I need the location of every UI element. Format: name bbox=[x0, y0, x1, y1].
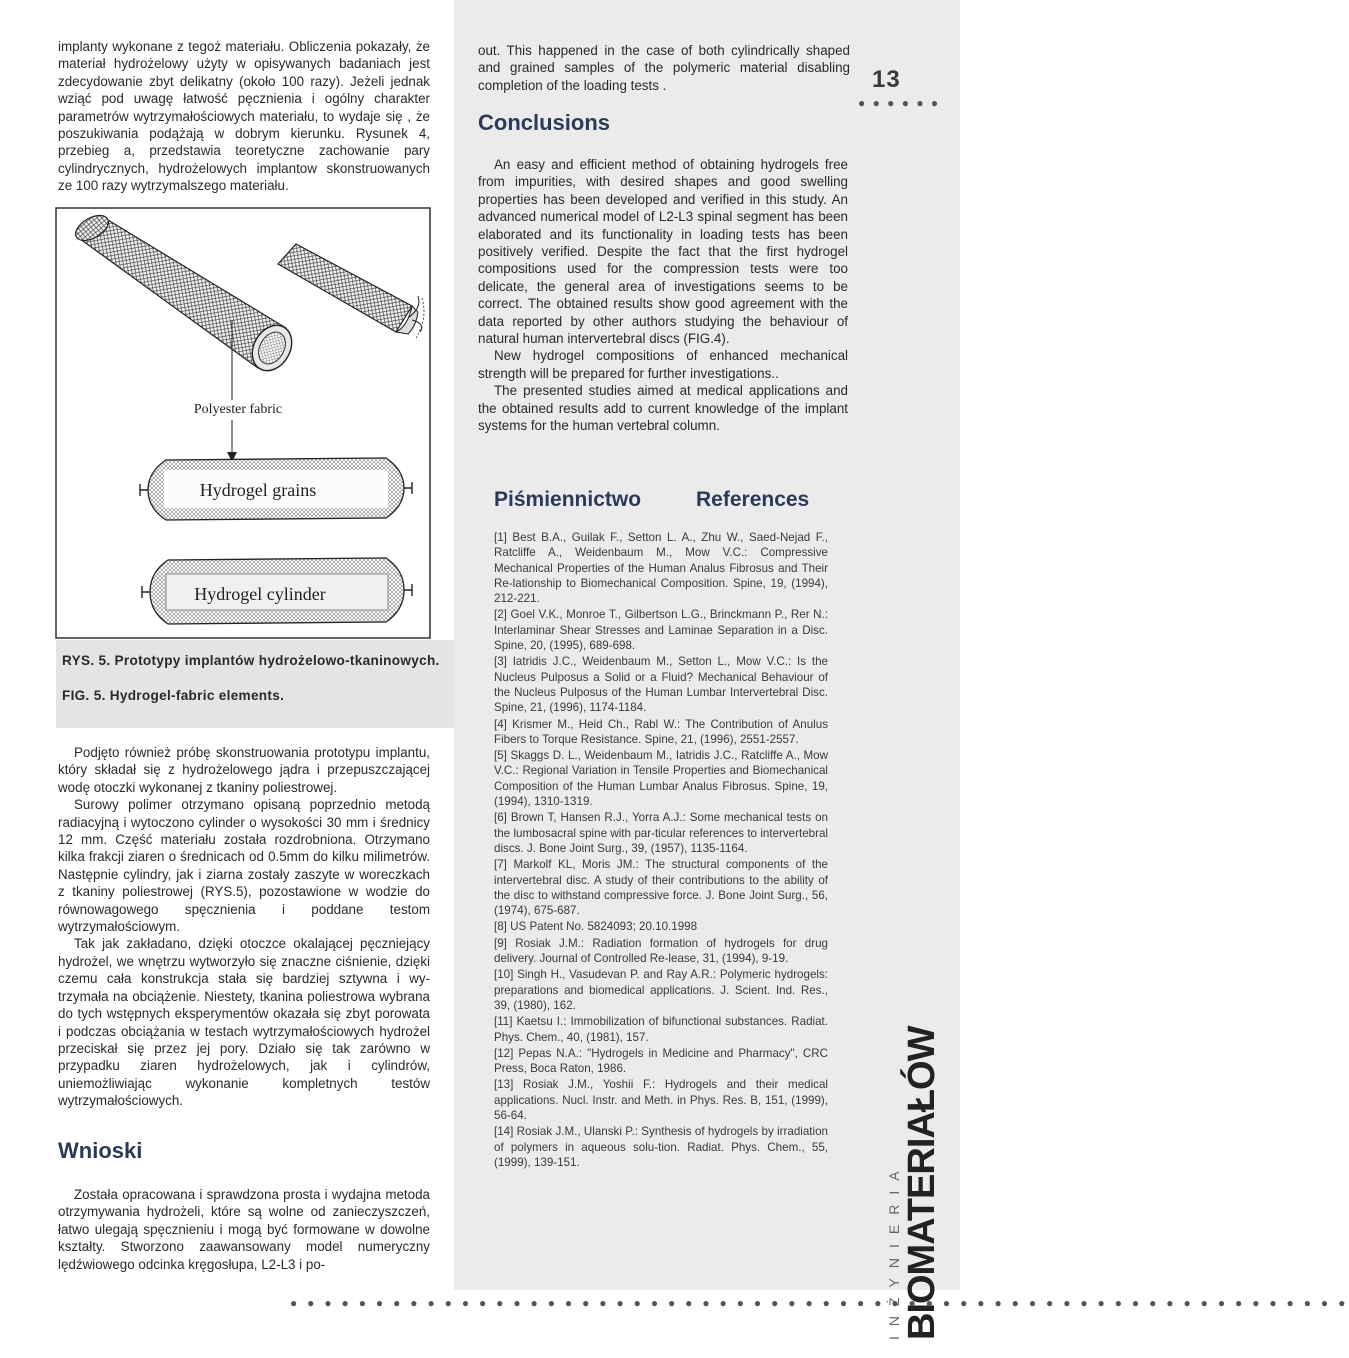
wnioski-heading: Wnioski bbox=[58, 1138, 143, 1163]
reference-item: [13] Rosiak J.M., Yoshii F.: Hydrogels and their medical applications. Nucl. Instr. and Meth. in Phys. Res. B, 151, (1999), 56-64. bbox=[494, 1078, 828, 1122]
caption-en: FIG. 5. Hydrogel-fabric elements. bbox=[62, 688, 285, 703]
left-middle-paragraphs bbox=[58, 744, 430, 1110]
paragraph-method: Surowy polimer otrzymano opisaną poprzednio metodą radiacyjną i wytoczono cylinder o wysokości 30 mm i średnicy 12 mm. Część materiału została rozdrobniona. Otrzymano kilka frakcji ziaren o średnicach od 0.5mm do kilku milimetrów. Następnie cylindry, jak i ziarna zostały zaszyte w woreczkach z tkaniny poliestrowej (RYS.5), pozostawione w wodzie do równowagowego spęcznienia i poddane testom wytrzymałościowym. bbox=[58, 797, 430, 935]
reference-item: [9] Rosiak J.M.: Radiation formation of hydrogels for drug delivery. Journal of Controlled Re-lease, 31, (1994), 9-19. bbox=[494, 936, 828, 966]
hydrogel-cylinder-pouch bbox=[142, 558, 412, 624]
conclusions-heading: Conclusions bbox=[478, 110, 611, 135]
references-list bbox=[494, 530, 828, 1171]
figure-drawing bbox=[56, 208, 430, 638]
reference-item: [3] Iatridis J.C., Weidenbaum M., Setton L., Mow V.C.: Is the Nucleus Pulposus a Solid or a Fluid? Mechanical Behaviour of the Nucleus Pulposus of the Human Lumbar Intervertebral Disc. Spine, 21, (1996), 1174-1184. bbox=[494, 655, 828, 715]
right-top-paragraph bbox=[478, 42, 850, 94]
reference-item: [2] Goel V.K., Monroe T., Gilbertson L.G., Brinckmann P., Rer N.: Interlaminar Shear Stresses and Laminae Separation in a Disc. Spine, 20, (1995), 689-698. bbox=[494, 608, 828, 653]
references-heading-en: References bbox=[696, 488, 810, 511]
paragraph-results: Tak jak zakładano, dzięki otoczce okalającej pęczniejący hydrożel, we wnętrzu wytworzyło się znaczne ciśnienie, dzięki czemu cała konstrukcja stała się bardziej sztywna i wy-trzymała na obciążenie. Niestety, tkanina poliestrowa wybrana do tych wstępnych eksperymentów okazała się zbyt porowata i podczas obciążania w testach wytrzymałościowych hydrożel przeciskał się przez jej pory. Działo się tak zarówno w przypadku ziaren hydrożelowych, jak i cylindrów, uniemożliwiając wykonanie kompletnych testów wytrzymałościowych. bbox=[58, 936, 430, 1109]
reference-item: [5] Skaggs D. L., Weidenbaum M., Iatridis J.C., Ratcliffe A., Mow V.C.: Regional Variation in Tensile Properties and Biomechanical Composition of the Human Lumbar Analus Fibrosus. Spine, 19, (1994), 1310-1319. bbox=[494, 749, 828, 809]
brand-big-wrap bbox=[902, 1020, 944, 1340]
reference-item: [7] Markolf KL, Moris JM.: The structural components of the intervertebral disc. A study of their contributions to the ability of the disc to withstand compressive force. J. Bone Joint Surg., 56, (1974), 675-687. bbox=[494, 858, 828, 918]
reference-item: [1] Best B.A., Guilak F., Setton L. A., Zhu W., Saed-Nejad F., Ratcliffe A., Weidenbaum M., Mow V.C.: Compressive Mechanical Properties of the Human Analus Fibrosus and Their Re-lationship to Biomechanical Composition. Spine, 19, (1994), 212-221. bbox=[494, 531, 828, 606]
brand-inzynieria: INŻYNIERIA bbox=[886, 1161, 902, 1340]
figure-caption bbox=[62, 652, 442, 704]
reference-item: [11] Kaetsu I.: Immobilization of bifunctional substances. Radiat. Phys. Chem., 40, (1981), 157. bbox=[494, 1015, 828, 1044]
conclusions-paragraphs bbox=[478, 156, 848, 435]
label-hydrogel-grains: Hydrogel grains bbox=[199, 480, 317, 500]
paragraph-prototype: Podjęto również próbę skonstruowania prototypu implantu, który składał się z hydrożelowego jądra i przepuszczającej wodę otoczki wykonanej z tkaniny poliestrowej. bbox=[58, 745, 430, 795]
caption-pl: RYS. 5. Prototypy implantów hydrożelowo-tkaninowych. bbox=[62, 653, 440, 668]
reference-item: [4] Krismer M., Heid Ch., Rabl W.: The Contribution of Anulus Fibers to Torque Resistance. Spine, 21, (1996), 2551-2557. bbox=[494, 717, 828, 746]
label-hydrogel-cylinder: Hydrogel cylinder bbox=[194, 584, 326, 604]
reference-item: [12] Pepas N.A.: "Hydrogels in Medicine and Pharmacy", CRC Press, Boca Raton, 1986. bbox=[494, 1046, 828, 1076]
wnioski-text: Została opracowana i sprawdzona prosta i wydajna metoda otrzymywania hydrożeli, które są wolne od zanieczyszczeń, łatwo ulegają spęcznieniu i mogą być formowane w dowolne kształty. Stworzono zaawansowany model numeryczny lędźwiowego odcinka kręgosłupa, L2-L3 i po- bbox=[58, 1187, 430, 1272]
right-top-text: out. This happened in the case of both cylindrically shaped and grained samples of the polymeric material disabling completion of the loading tests . bbox=[478, 43, 850, 93]
conclusions-p1: An easy and efficient method of obtaining hydrogels free from impurities, with desired shapes and good swelling properties has been developed and verified in this study. An advanced numerical model of L2-L3 spinal segment has been elaborated and its functionality in loading tests has been positively verified. Despite the fact that the first hydrogel compositions used for the compression tests were too delicate, the general area of investigations seems to be correct. The obtained results show good agreement with the data reported by other authors studying the behaviour of natural human intervertebral discs (FIG.4). bbox=[478, 157, 848, 347]
decorative-dots-top: ● ● ● ● ● ● bbox=[858, 96, 941, 110]
journal-brand bbox=[880, 1020, 944, 1340]
reference-item: [6] Brown T, Hansen R.J., Yorra A.J.: Some mechanical tests on the lumbosacral spine with par-ticular references to intervertebral discs. J. Bone Joint Surg., 39, (1957), 1135-1164. bbox=[494, 811, 828, 855]
reference-item: [10] Singh H., Vasudevan P. and Ray A.R.: Polymeric hydrogels: preparations and biomedical applications. J. Scient. Ind. Res., 39, (1980), 162. bbox=[494, 968, 828, 1012]
page-number: 13 bbox=[872, 66, 901, 93]
decorative-dots-bottom: ● ● ● ● ● ● ● ● ● ● ● ● ● ● ● ● ● ● ● ● ● ● ● ● ● ● ● ● ● ● ● ● ● ● ● ● ● ● ● ● ● ● ● ● ● ● ● ● ● ● ● ● ● ● ● ● ● ● ● ● ● ● bbox=[290, 1296, 1349, 1310]
wnioski-paragraph bbox=[58, 1186, 430, 1273]
left-top-text: implanty wykonane z tegoż materiału. Obliczenia pokazały, że materiał hydrożelowy użyty w opisywanych badaniach jest zdecydowanie zbyt delikatny (około 100 razy). Jeżeli jednak wziąć pod uwagę łatwość pęcznienia i ogólny charakter parametrów wytrzymałościowych materiału, to wydaje się , że poszukiwania podążają w dobrym kierunku. Rysunek 4, przebieg a, przedstawia teoretyczne zachowanie pary cylindrycznych, hydrożelowych implantow skonstruowanych ze 100 razy wytrzymalszego materiału. bbox=[58, 39, 430, 194]
conclusions-p3: The presented studies aimed at medical applications and the obtained results add to current knowledge of the implant systems for the human vertebral column. bbox=[478, 383, 848, 434]
left-top-paragraph bbox=[58, 38, 430, 195]
hydrogel-grains-pouch bbox=[140, 458, 412, 520]
label-polyester-fabric: Polyester fabric bbox=[193, 402, 283, 417]
conclusions-p2: New hydrogel compositions of enhanced mechanical strength will be prepared for further investigations.. bbox=[478, 348, 848, 381]
references-heading-pl: Piśmiennictwo bbox=[494, 488, 642, 511]
brand-biomaterialow: BIOMATERIAŁÓW bbox=[901, 1026, 943, 1340]
brand-small-wrap bbox=[880, 1020, 902, 1340]
reference-item: [14] Rosiak J.M., Ulanski P.: Synthesis of hydrogels by irradiation of polymers in aqueous solu-tion. Radiat. Phys. Chem., 55, (1999), 139-151. bbox=[494, 1125, 828, 1169]
reference-item: [8] US Patent No. 5824093; 20.10.1998 bbox=[494, 920, 698, 934]
figure-hydrogel-fabric bbox=[56, 208, 430, 638]
